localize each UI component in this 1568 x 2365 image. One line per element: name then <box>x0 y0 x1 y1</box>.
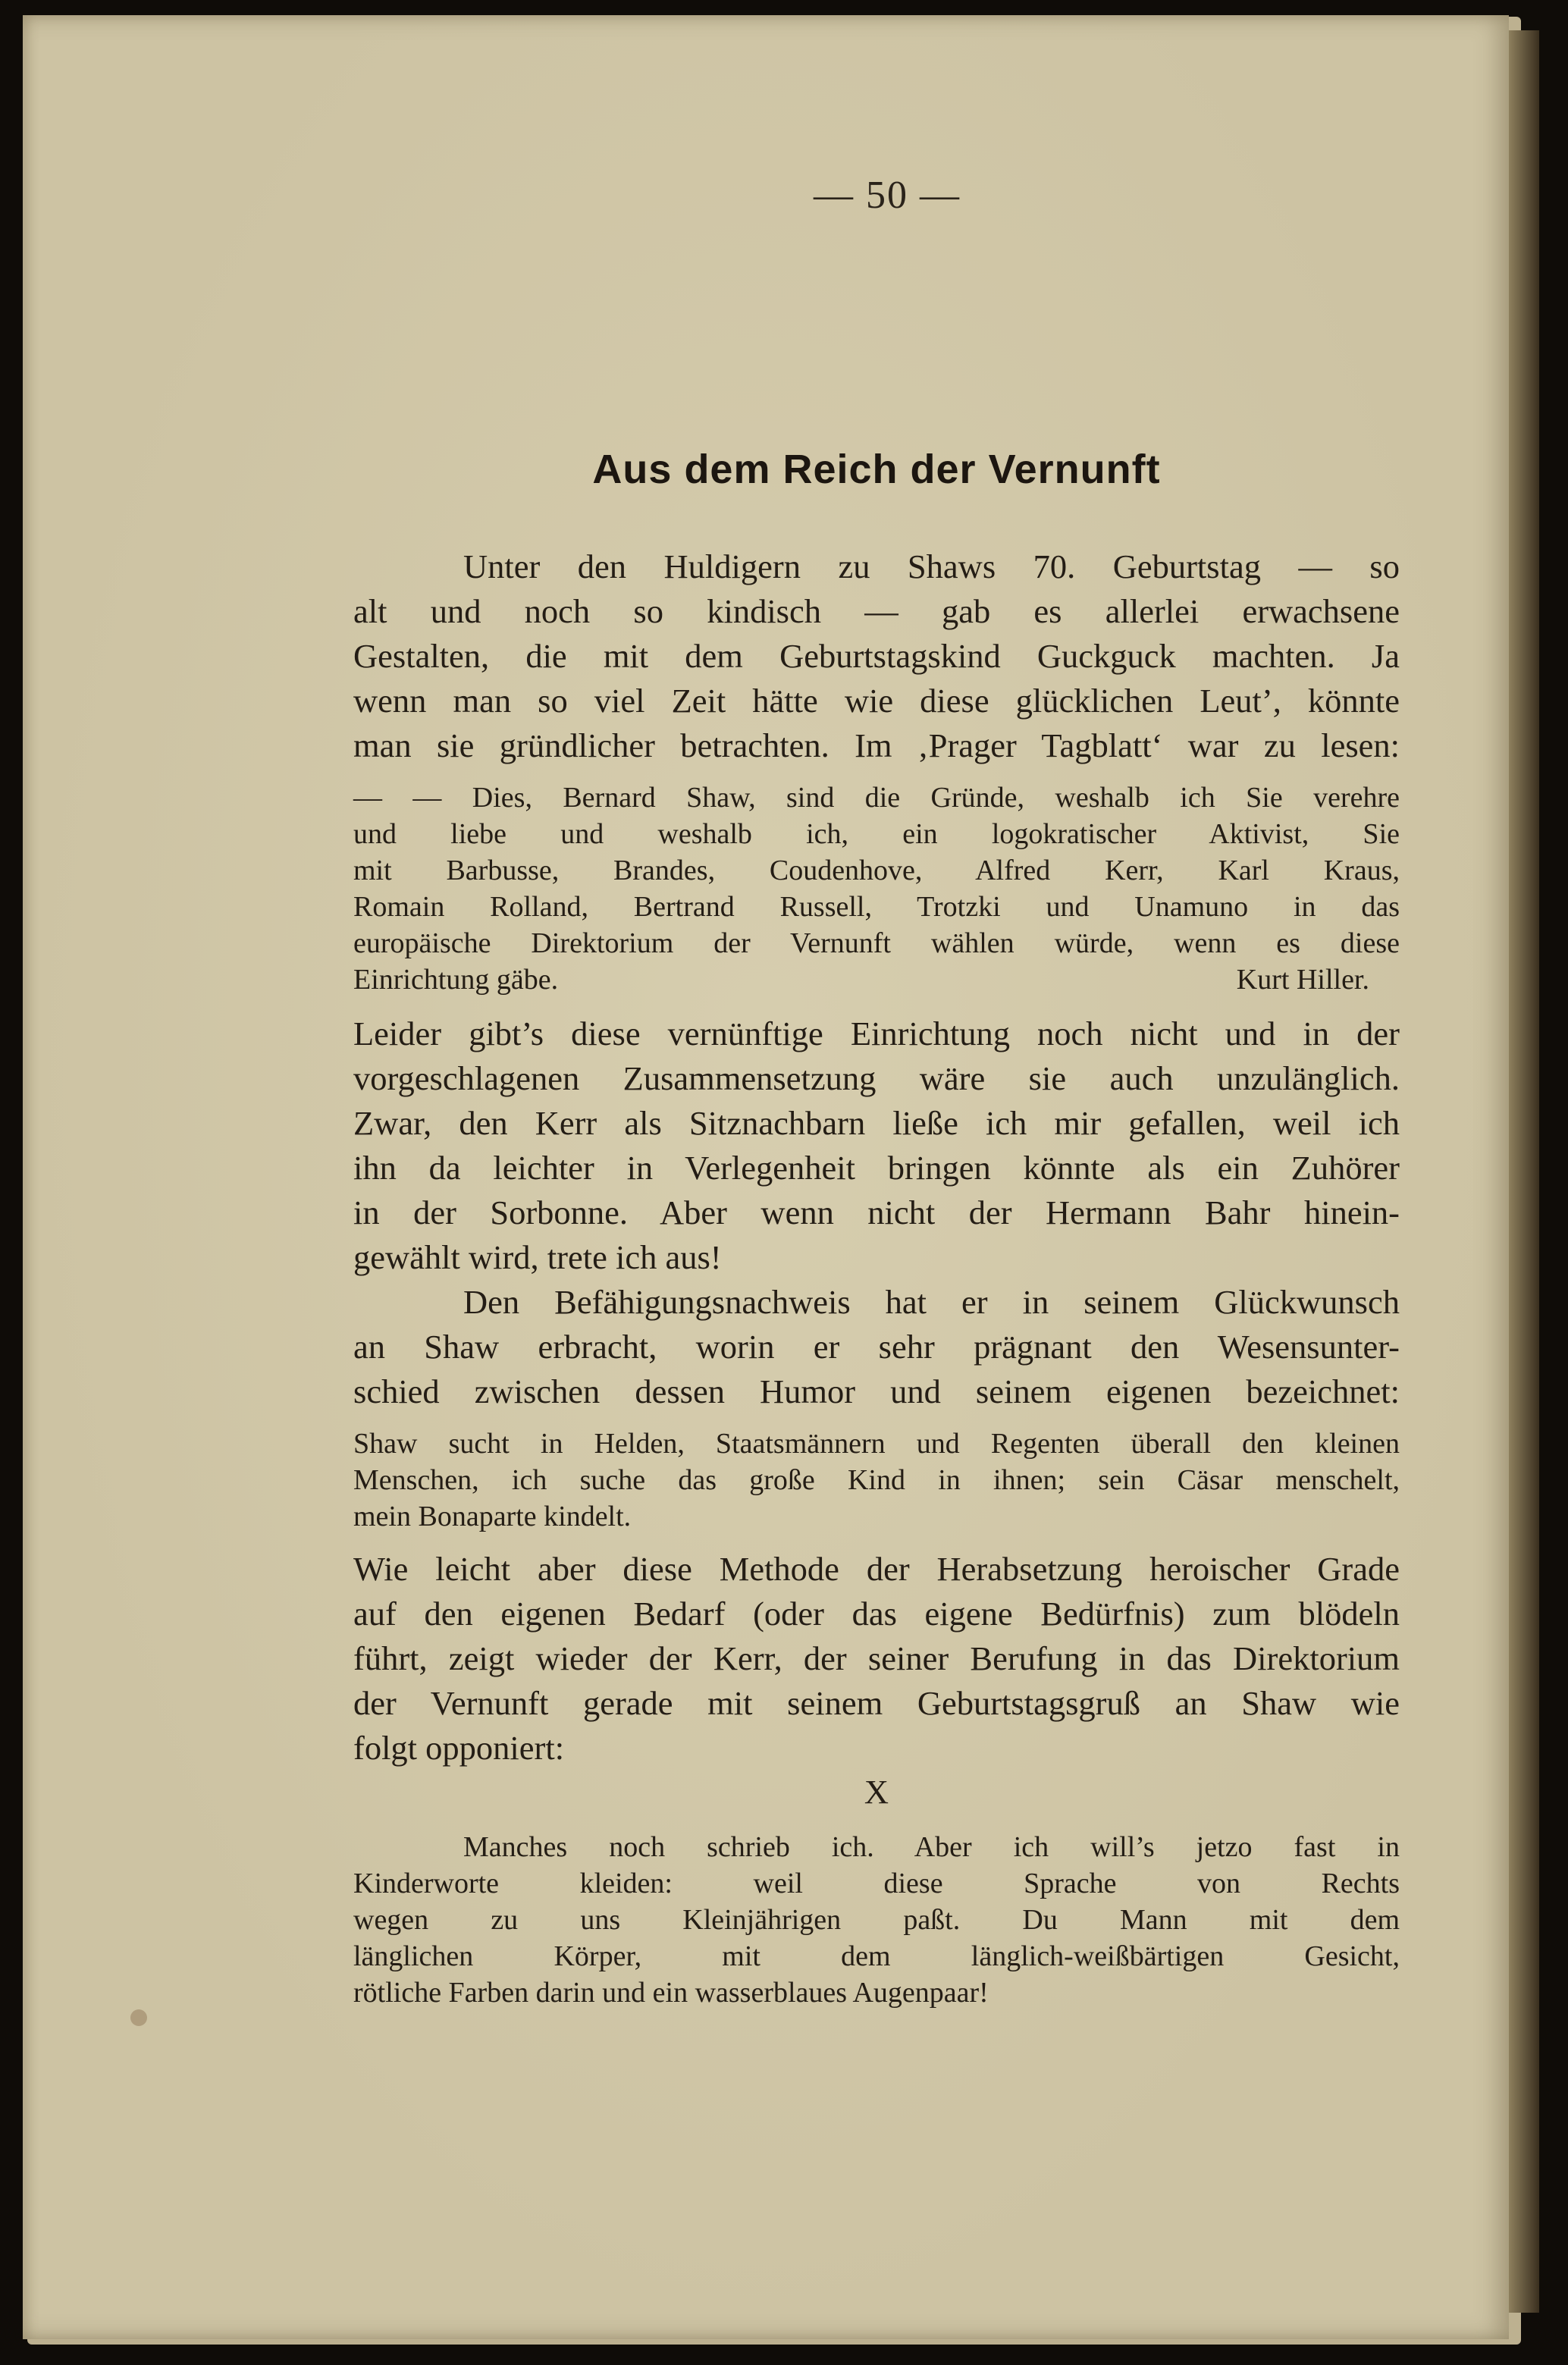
text-line: Zwar, den Kerr als Sitznachbarn ließe ich mir gefallen, weil ich <box>353 1104 1400 1142</box>
section-mark: X <box>864 1773 889 1811</box>
text-line: in der Sorbonne. Aber wenn nicht der Hermann Bahr hinein- <box>353 1193 1400 1231</box>
text-line: Leider gibt’s diese vernünftige Einrichtung noch nicht und in der <box>353 1015 1400 1052</box>
paper-stain <box>130 2009 147 2026</box>
quote-kerr-greeting <box>353 1829 1400 2011</box>
text-line: Shaw sucht in Helden, Staatsmännern und Regenten überall den kleinen <box>353 1428 1400 1460</box>
paragraph-intro <box>353 544 1400 768</box>
quote-hiller <box>353 779 1400 998</box>
text-line: man sie gründlicher betrachten. Im ‚Prager Tagblatt‘ war zu lesen: <box>353 726 1400 764</box>
text-line: und liebe und weshalb ich, ein logokratischer Aktivist, Sie <box>353 818 1400 850</box>
text-line: europäische Direktorium der Vernunft wählen würde, wenn es diese <box>353 927 1400 959</box>
text-line: vorgeschlagenen Zusammensetzung wäre sie auch unzulänglich. <box>353 1059 1400 1097</box>
paragraph-method <box>353 1547 1400 1771</box>
quote-kerr-humor <box>353 1426 1400 1535</box>
text-line: folgt opponiert: <box>353 1729 565 1767</box>
text-line: alt und noch so kindisch — gab es allerlei erwachsene <box>353 592 1400 630</box>
text-line: Menschen, ich suche das große Kind in ihnen; sein Cäsar menschelt, <box>353 1464 1400 1496</box>
text-line: Unter den Huldigern zu Shaws 70. Geburtstag — so <box>463 547 1400 585</box>
text-line: — — Dies, Bernard Shaw, sind die Gründe, weshalb ich Sie verehre <box>353 782 1400 814</box>
text-line: Gestalten, die mit dem Geburtstagskind Guckguck machten. Ja <box>353 637 1400 675</box>
text-line: Kinderworte kleiden: weil diese Sprache von Rechts <box>353 1868 1400 1899</box>
text-line: schied zwischen dessen Humor und seinem eigenen bezeichnet: <box>353 1372 1400 1410</box>
text-line: führt, zeigt wieder der Kerr, der seiner Berufung in das Direktorium <box>353 1639 1400 1677</box>
text-line: Manches noch schrieb ich. Aber ich will’s jetzo fast in <box>463 1831 1400 1863</box>
text-line: Romain Rolland, Bertrand Russell, Trotzki und Unamuno in das <box>353 891 1400 923</box>
text-line: wegen zu uns Kleinjährigen paßt. Du Mann mit dem <box>353 1904 1400 1936</box>
text-line: ihn da leichter in Verlegenheit bringen könnte als ein Zuhörer <box>353 1149 1400 1187</box>
paragraph-qualification <box>353 1280 1400 1414</box>
book-gutter <box>1509 30 1539 2313</box>
text-line: Einrichtung gäbe. <box>353 964 559 996</box>
paragraph-reply <box>353 1012 1400 1280</box>
text-line: mein Bonaparte kindelt. <box>353 1501 632 1532</box>
text-line: an Shaw erbracht, worin er sehr prägnant den Wesensunter- <box>353 1328 1400 1366</box>
page-number: — 50 — <box>814 174 961 217</box>
text-line: länglichen Körper, mit dem länglich-weißbärtigen Gesicht, <box>353 1940 1400 1972</box>
quote-signature: Kurt Hiller. <box>1236 964 1369 996</box>
text-line: rötliche Farben darin und ein wasserblaues Augenpaar! <box>353 1977 989 2009</box>
text-line: Den Befähigungsnachweis hat er in seinem Glückwunsch <box>463 1283 1400 1321</box>
text-line: mit Barbusse, Brandes, Coudenhove, Alfred Kerr, Karl Kraus, <box>353 855 1400 886</box>
text-line: gewählt wird, trete ich aus! <box>353 1238 722 1276</box>
quote-last-line <box>353 961 1400 998</box>
text-line: wenn man so viel Zeit hätte wie diese glücklichen Leut’, könnte <box>353 682 1400 720</box>
text-line: Wie leicht aber diese Methode der Herabsetzung heroischer Grade <box>353 1550 1400 1588</box>
text-line: auf den eigenen Bedarf (oder das eigene Bedürfnis) zum blödeln <box>353 1595 1400 1633</box>
article-title: Aus dem Reich der Vernunft <box>592 447 1161 492</box>
text-line: der Vernunft gerade mit seinem Geburtstagsgruß an Shaw wie <box>353 1684 1400 1722</box>
